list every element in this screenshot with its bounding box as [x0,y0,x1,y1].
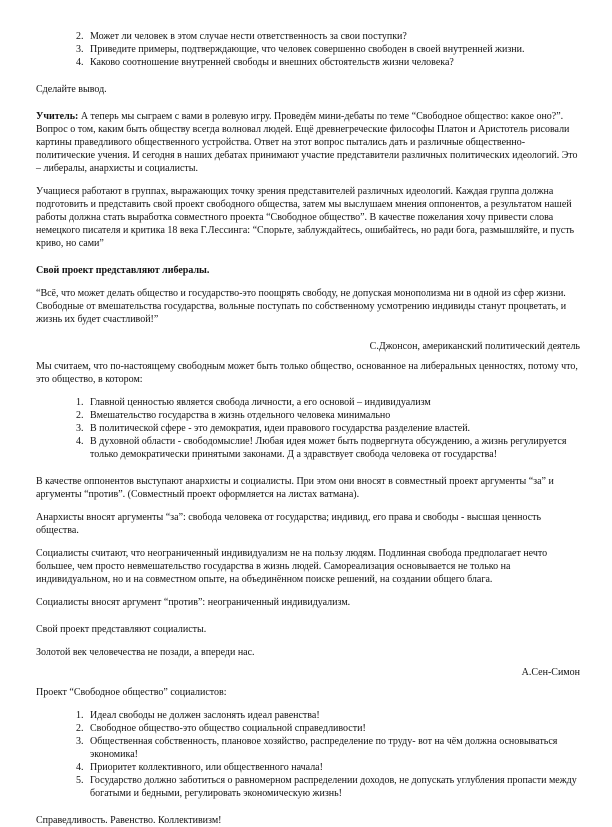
socialists-quote: Золотой век человечества не позади, а впереди нас. [36,647,255,658]
list-item: 3. Приведите примеры, подтверждающие, что человек совершенно свободен в своей внутренней жизни. [86,43,580,56]
teacher-text: А теперь мы сыграем с вами в ролевую игру. Проведём мини-дебаты по теме “Свободное общество: какое оно?”. Вопрос о том, каким быть обществу всегда волновал людей. Ещё древнегреческие философы Платон и Аристотель рисовали картины праведливого общественного устройства. Ответ на этот вопрос пытались дать и различные общественно-политические учения. И сегодня в наших дебатах принимают участие представители различных политических идеологий. Это – либералы, анархисты и социалисты. [36,111,578,174]
liberals-list [36,396,580,461]
groups-paragraph: Учащиеся работают в группах, выражающих точку зрения представителей различных идеологий. Каждая группа должна подготовить и представить свой проект свободного общества, затем мы выслушаем мнения оппонентов, а результатом нашей работы должна стать выработка совместного проекта “Свободное общество”. В качестве пожелания хочу привести слова немецкого писателя и критика 18 века Г.Лессинга: “Спорьте, заблуждайтесь, ошибайтесь, но ради бога, размышляйте, и пусть криво, но сами” [36,186,575,249]
socialists-against: Социалисты вносят аргумент “против”: неограниченный индивидуализм. [36,597,351,608]
teacher-label: Учитель: [36,111,79,122]
list-item: 2. Вмешательство государства в жизнь отдельного человека минимально [86,409,580,422]
socialists-heading: Свой проект представляют социалисты. [36,624,207,635]
list-item: 1. Главной ценностью является свобода личности, а его основой – индивидуализм [86,396,580,409]
list-item: 5. Государство должно заботиться о равномерном распределении доходов, не допускать углубления пропасти между богатыми и бедными, регулировать экономическую жизнь! [86,774,580,800]
list-item: 4. Каково соотношение внутренней свободы и внешних обстоятельств жизни человека? [86,56,580,69]
liberals-quote: “Всё, что может делать общество и государство-это поощрять свободу, не допуская монополизма ни в одной из сфер жизни. Свободные от вмешательства государства, вольные поступать по собственному усмотрению индивиды станут процветать, и жизнь их будет счастливой!” [36,288,567,325]
conclusion-text: Сделайте вывод. [36,84,107,95]
list-item: 3. В политической сфере - это демократия, идеи правового государства разделение властей. [86,422,580,435]
document-page [36,30,580,827]
list-item: 3. Общественная собственность, плановое хозяйство, распределение по труду- вот на чём должна основываться экономика! [86,735,580,761]
list-item: 1. Идеал свободы не должен заслонять идеал равенства! [86,709,580,722]
anarchists-paragraph: Анархисты вносят аргументы “за”: свобода человека от государства; индивид, его права и свободы - высшая ценность общества. [36,512,542,536]
liberals-quote-author: С.Джонсон, американский политический деятель [369,341,580,352]
liberals-heading: Свой проект представляют либералы. [36,265,210,276]
socialists-paragraph: Социалисты считают, что неограниченный индивидуализм не на пользу людям. Подлинная свобода предполагает нечто большее, чем просто невмешательство государства в жизнь людей. Самореализация основывается не только на индивидуальном, но и на совместном опыте, на объединённом поиске решений, на создании общего блага. [36,548,548,585]
project-title: Проект “Свободное общество” социалистов: [36,687,227,698]
opponents-paragraph: В качестве оппонентов выступают анархисты и социалисты. При этом они вносят в совместный проект аргументы “за” и аргументы “против”. (Совместный проект оформляется на листах ватмана). [36,476,554,500]
list-item: 2. Может ли человек в этом случае нести ответственность за свои поступки? [86,30,580,43]
list-item: 2. Свободное общество-это общество социальной справедливости! [86,722,580,735]
slogan-text: Справедливость. Равенство. Коллективизм! [36,815,222,826]
socialists-quote-author: А.Сен-Симон [521,667,580,678]
liberals-intro: Мы считаем, что по-настоящему свободным может быть только общество, основанное на либеральных ценностях, потому что, это общество, в котором: [36,361,578,385]
top-question-list [36,30,580,69]
list-item: 4. В духовной области - свободомыслие! Любая идея может быть подвергнута обсуждению, а жизнь регулируется только демократически принятыми законами. Д а здравствует свобода человека от государства! [86,435,580,461]
list-item: 4. Приоритет коллективного, или общественного начала! [86,761,580,774]
socialists-list [36,709,580,800]
teacher-paragraph [36,110,580,175]
